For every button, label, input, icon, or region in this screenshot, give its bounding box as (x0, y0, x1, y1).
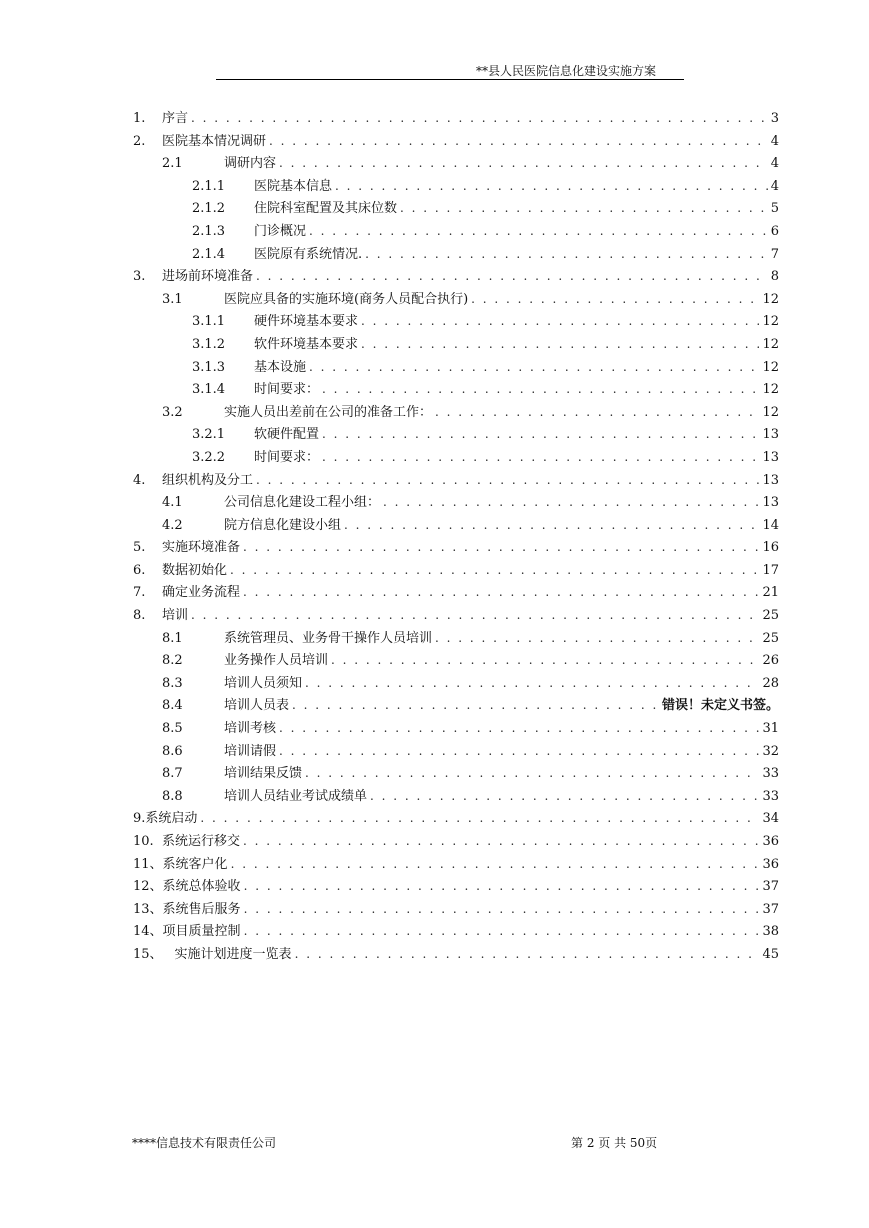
toc-entry[interactable] (133, 604, 779, 627)
toc-entry[interactable] (133, 649, 779, 672)
toc-entry-page: 45 (762, 946, 779, 962)
toc-entry-number: 12、 (133, 879, 163, 895)
toc-entry-title: 实施计划进度一览表 (174, 946, 292, 962)
toc-entry-number: 6. (133, 562, 146, 578)
toc-entry-page: 12 (762, 336, 779, 352)
toc-entry[interactable] (133, 243, 779, 266)
toc-entry-number: 1. (133, 111, 146, 126)
toc-dot-leader (191, 604, 759, 627)
toc-entry-page: 25 (762, 630, 779, 646)
toc-dot-leader (361, 310, 759, 333)
toc-dot-leader (322, 446, 759, 469)
toc-entry[interactable] (133, 536, 779, 559)
toc-entry-title: 项目质量控制 (162, 924, 241, 940)
toc-entry[interactable] (133, 378, 779, 401)
toc-entry-title: 医院基本情况调研 (162, 133, 267, 149)
toc-entry-page: 5 (770, 201, 779, 217)
toc-entry[interactable] (133, 152, 779, 175)
toc-entry-page: 12 (762, 314, 779, 330)
toc-entry[interactable] (133, 762, 779, 785)
toc-dot-leader (191, 107, 768, 130)
toc-entry-page: 4 (770, 156, 779, 172)
toc-entry-title: 培训人员表 (224, 698, 290, 714)
toc-entry-page: 31 (762, 721, 779, 737)
toc-dot-leader (309, 220, 768, 243)
toc-entry[interactable] (133, 853, 779, 876)
toc-dot-leader (322, 378, 759, 401)
toc-entry-number: 8. (133, 608, 146, 624)
toc-entry-title: 时间要求： (254, 382, 320, 398)
toc-entry-page: 4 (770, 133, 779, 149)
toc-entry[interactable] (133, 288, 779, 311)
toc-entry-number: 3.2.2 (192, 449, 226, 465)
toc-entry-number: 3.2 (162, 404, 183, 420)
toc-entry[interactable] (133, 491, 779, 514)
toc-entry-number: 9. (133, 811, 146, 827)
toc-entry[interactable] (133, 356, 779, 379)
toc-entry[interactable] (133, 469, 779, 492)
toc-entry-title: 培训请假 (224, 743, 277, 759)
toc-entry-page: 37 (762, 901, 779, 917)
toc-entry-page: 12 (762, 404, 779, 420)
toc-entry-page: 16 (762, 540, 779, 556)
toc-entry-title: 软硬件配置 (254, 427, 320, 443)
toc-entry[interactable] (133, 943, 779, 966)
toc-entry-number: 10. (133, 834, 154, 849)
toc-dot-leader (370, 785, 759, 808)
toc-entry-title: 培训人员结业考试成绩单 (224, 788, 368, 804)
toc-entry-title: 系统售后服务 (162, 901, 241, 917)
toc-entry[interactable] (133, 875, 779, 898)
toc-entry-page: 4 (770, 178, 779, 194)
toc-dot-leader (400, 197, 768, 220)
toc-entry-page: 7 (770, 246, 779, 262)
toc-entry-page: 36 (762, 834, 779, 849)
toc-entry-title: 门诊概况 (254, 223, 307, 239)
toc-entry[interactable] (133, 220, 779, 243)
toc-entry-page: 12 (762, 291, 779, 307)
toc-dot-leader (244, 875, 760, 898)
toc-entry-number: 8.7 (162, 766, 183, 782)
toc-entry-number: 2.1.1 (192, 178, 226, 194)
toc-entry[interactable] (133, 514, 779, 537)
toc-entry[interactable] (133, 717, 779, 740)
toc-entry-page: 14 (762, 517, 779, 533)
toc-entry[interactable] (133, 627, 779, 650)
toc-dot-leader (244, 898, 760, 921)
toc-entry-number: 3. (133, 269, 146, 285)
toc-dot-leader (243, 536, 759, 559)
toc-entry[interactable] (133, 175, 779, 198)
toc-entry-number: 8.3 (162, 675, 183, 691)
toc-entry[interactable] (133, 423, 779, 446)
toc-entry-number: 2.1 (162, 156, 183, 172)
toc-entry-page: 12 (762, 359, 779, 375)
toc-entry-number: 2.1.3 (192, 223, 226, 239)
toc-entry-page: 13 (762, 427, 779, 443)
toc-dot-leader (305, 672, 759, 695)
toc-entry-title: 实施人员出差前在公司的准备工作： (224, 404, 433, 420)
toc-entry-page: 28 (762, 675, 779, 691)
toc-entry-title: 培训 (162, 608, 189, 624)
toc-dot-leader (335, 175, 768, 198)
toc-entry-page: 36 (762, 856, 779, 872)
toc-entry-title: 基本设施 (254, 359, 307, 375)
toc-entry-number: 8.4 (162, 698, 183, 714)
toc-entry[interactable] (133, 130, 779, 153)
toc-entry[interactable] (133, 559, 779, 582)
toc-entry-title: 培训人员须知 (224, 675, 303, 691)
toc-entry-page: 33 (762, 788, 779, 804)
toc-entry-title: 进场前环境准备 (162, 269, 254, 285)
toc-dot-leader (322, 423, 759, 446)
toc-dot-leader (231, 853, 760, 876)
toc-dot-leader (435, 401, 759, 424)
toc-entry-title: 数据初始化 (162, 562, 228, 578)
toc-entry[interactable] (133, 694, 779, 717)
toc-entry-title: 公司信息化建设工程小组： (224, 495, 381, 511)
toc-entry[interactable] (133, 107, 779, 130)
toc-entry-page: 8 (770, 269, 779, 285)
toc-entry-number: 15、 (133, 946, 163, 962)
toc-entry-page: 错误！未定义书签。 (661, 698, 779, 714)
toc-entry-page: 33 (762, 766, 779, 782)
toc-entry-title: 住院科室配置及其床位数 (254, 201, 398, 217)
toc-dot-leader (200, 807, 759, 830)
toc-entry[interactable] (133, 785, 779, 808)
toc-entry-number: 8.6 (162, 743, 183, 759)
toc-entry-title: 培训考核 (224, 721, 277, 737)
toc-entry-title: 调研内容 (224, 156, 277, 172)
toc-entry-number: 8.8 (162, 788, 183, 804)
toc-entry-page: 26 (762, 653, 779, 669)
toc-entry-number: 8.5 (162, 721, 183, 737)
toc-entry-number: 8.1 (162, 630, 183, 646)
toc-entry-number: 3.2.1 (192, 427, 226, 443)
toc-entry[interactable] (133, 920, 779, 943)
toc-entry-title: 系统运行移交 (162, 834, 241, 849)
toc-entry-number: 3.1.1 (192, 314, 226, 330)
toc-entry[interactable] (133, 333, 779, 356)
toc-entry-number: 2. (133, 133, 146, 149)
toc-entry-page: 34 (762, 811, 779, 827)
toc-entry-number: 4.1 (162, 495, 183, 511)
toc-entry-title: 系统启动 (145, 811, 198, 827)
toc-dot-leader (309, 356, 759, 379)
toc-entry[interactable] (133, 898, 779, 921)
toc-entry[interactable] (133, 197, 779, 220)
toc-dot-leader (361, 333, 759, 356)
toc-entry-page: 12 (762, 382, 779, 398)
toc-entry-page: 38 (762, 924, 779, 940)
toc-dot-leader (295, 943, 760, 966)
toc-entry-number: 7. (133, 585, 146, 601)
table-of-contents (133, 107, 779, 966)
toc-dot-leader (230, 559, 759, 582)
toc-entry[interactable] (133, 672, 779, 695)
toc-entry-number: 2.1.4 (192, 246, 226, 262)
toc-entry-title: 培训结果反馈 (224, 766, 303, 782)
toc-entry-number: 11、 (133, 856, 163, 872)
toc-entry-number: 3.1.2 (192, 336, 226, 352)
page-header-title: **县人民医院信息化建设实施方案 (216, 64, 684, 80)
toc-entry-title: 序言 (162, 111, 189, 126)
toc-dot-leader (383, 491, 759, 514)
toc-entry-title: 软件环境基本要求 (254, 336, 359, 352)
toc-entry-number: 4. (133, 472, 146, 488)
toc-entry[interactable] (133, 401, 779, 424)
toc-entry-page: 21 (762, 585, 779, 601)
toc-entry[interactable] (133, 807, 779, 830)
toc-entry-number: 3.1.4 (192, 382, 226, 398)
toc-entry-title: 系统管理员、业务骨干操作人员培训 (224, 630, 433, 646)
toc-entry-page: 13 (762, 495, 779, 511)
toc-entry[interactable] (133, 310, 779, 333)
toc-entry-title: 医院应具备的实施环境(商务人员配合执行) (224, 291, 469, 307)
footer-company: ****信息技术有限责任公司 (132, 1136, 277, 1150)
toc-dot-leader (256, 265, 768, 288)
toc-dot-leader (243, 581, 759, 604)
toc-entry[interactable] (133, 830, 779, 853)
toc-dot-leader (365, 243, 768, 266)
toc-entry[interactable] (133, 446, 779, 469)
footer-page-info: 第 2 页 共 50页 (571, 1136, 658, 1150)
toc-dot-leader (279, 152, 768, 175)
toc-entry-number: 14、 (133, 924, 163, 940)
toc-entry-number: 13、 (133, 901, 163, 917)
toc-entry-title: 业务操作人员培训 (224, 653, 329, 669)
toc-entry-title: 实施环境准备 (162, 540, 241, 556)
toc-entry-number: 5. (133, 540, 146, 556)
toc-entry-page: 17 (762, 562, 779, 578)
toc-entry-page: 13 (762, 472, 779, 488)
toc-dot-leader (471, 288, 759, 311)
toc-entry-title: 系统客户化 (162, 856, 228, 872)
toc-dot-leader (269, 130, 768, 153)
toc-entry-number: 3.1.3 (192, 359, 226, 375)
toc-dot-leader (331, 649, 759, 672)
toc-entry[interactable] (133, 581, 779, 604)
toc-dot-leader (305, 762, 759, 785)
toc-entry-title: 组织机构及分工 (162, 472, 254, 488)
toc-entry-page: 25 (762, 608, 779, 624)
toc-entry-title: 时间要求： (254, 449, 320, 465)
toc-entry[interactable] (133, 265, 779, 288)
toc-entry-title: 确定业务流程 (162, 585, 241, 601)
toc-entry-title: 硬件环境基本要求 (254, 314, 359, 330)
toc-dot-leader (256, 469, 759, 492)
toc-entry-page: 37 (762, 879, 779, 895)
toc-entry-number: 3.1 (162, 291, 183, 307)
toc-dot-leader (435, 627, 759, 650)
toc-entry[interactable] (133, 740, 779, 763)
toc-entry-title: 医院基本信息 (254, 178, 333, 194)
toc-entry-number: 4.2 (162, 517, 183, 533)
toc-entry-page: 3 (770, 111, 779, 126)
toc-dot-leader (243, 830, 759, 853)
toc-entry-page: 13 (762, 449, 779, 465)
toc-dot-leader (279, 717, 759, 740)
toc-entry-title: 系统总体验收 (162, 879, 241, 895)
toc-dot-leader (344, 514, 759, 537)
toc-dot-leader (279, 740, 759, 763)
toc-entry-number: 8.2 (162, 653, 183, 669)
toc-entry-title: 院方信息化建设小组 (224, 517, 342, 533)
toc-dot-leader (244, 920, 760, 943)
toc-entry-page: 6 (770, 223, 779, 239)
toc-entry-number: 2.1.2 (192, 201, 226, 217)
toc-entry-title: 医院原有系统情况. (254, 246, 363, 262)
toc-dot-leader (292, 694, 659, 717)
toc-entry-page: 32 (762, 743, 779, 759)
